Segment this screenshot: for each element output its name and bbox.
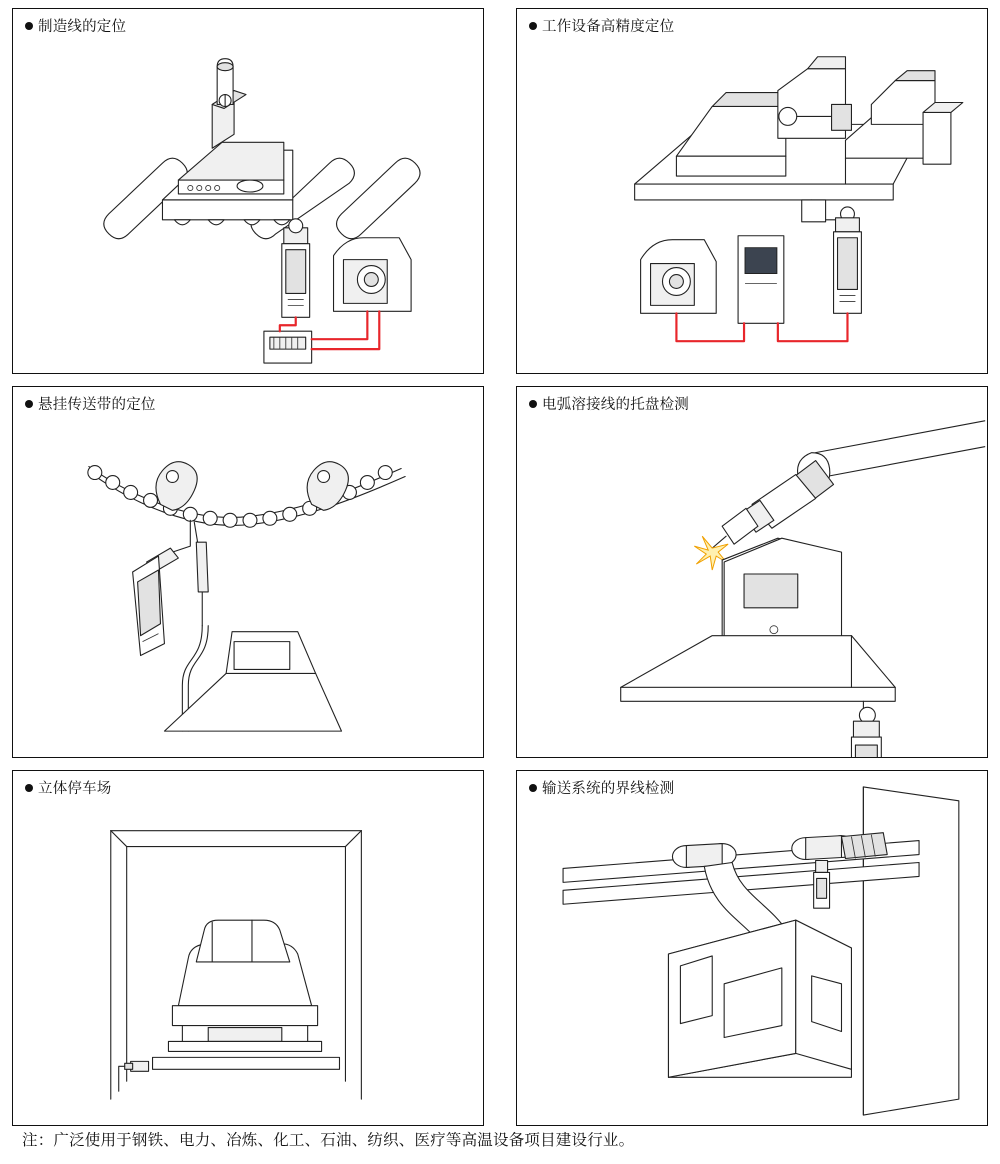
sensor-head-pallet	[851, 701, 881, 757]
panel-title: 悬挂传送带的定位	[25, 396, 156, 414]
car	[168, 920, 321, 1051]
welding-robot-arm	[694, 421, 984, 570]
panel-title: 电弧溶接线的托盘检测	[529, 396, 689, 414]
reflector-unit	[641, 240, 717, 314]
panel-arc-welding-line-pallet-detection	[516, 386, 988, 758]
illustration-conveyor-boundary	[517, 771, 987, 1125]
illustration-overhead-conveyor	[13, 387, 483, 757]
panel-title: 输送系统的界线检测	[529, 780, 674, 798]
parking-sensor	[119, 1061, 149, 1091]
cable	[778, 313, 848, 341]
panel-manufacturing-line-positioning	[12, 8, 484, 374]
illustration-work-equipment	[517, 9, 987, 373]
illustration-manufacturing-line	[13, 9, 483, 373]
panel-multilevel-parking-lot	[12, 770, 484, 1126]
cable	[676, 313, 744, 341]
cable	[312, 311, 368, 339]
amplifier-box	[738, 236, 784, 324]
illustration-parking-lot	[13, 771, 483, 1125]
cable	[280, 317, 296, 331]
cable	[312, 311, 380, 349]
illustration-arc-welding	[517, 387, 987, 757]
overhead-chain	[88, 462, 405, 528]
footnote: 注：广泛使用于钢铁、电力、冶炼、化工、石油、纺织、医疗等高温设备项目建设行业。	[22, 1132, 635, 1149]
panel-work-equipment-high-precision-positioning	[516, 8, 988, 374]
reflector-block	[334, 238, 412, 312]
sensor-head-left	[282, 219, 310, 317]
panel-overhead-conveyor-positioning	[12, 386, 484, 758]
panel-title: 制造线的定位	[25, 18, 126, 36]
panel-title: 立体停车场	[25, 780, 112, 798]
boundary-sensor	[814, 860, 830, 908]
controller-box	[264, 331, 312, 363]
panel-grid	[12, 8, 988, 1126]
panel-title: 工作设备高精度定位	[529, 18, 674, 36]
panel-conveyor-system-boundary-detection	[516, 770, 988, 1126]
